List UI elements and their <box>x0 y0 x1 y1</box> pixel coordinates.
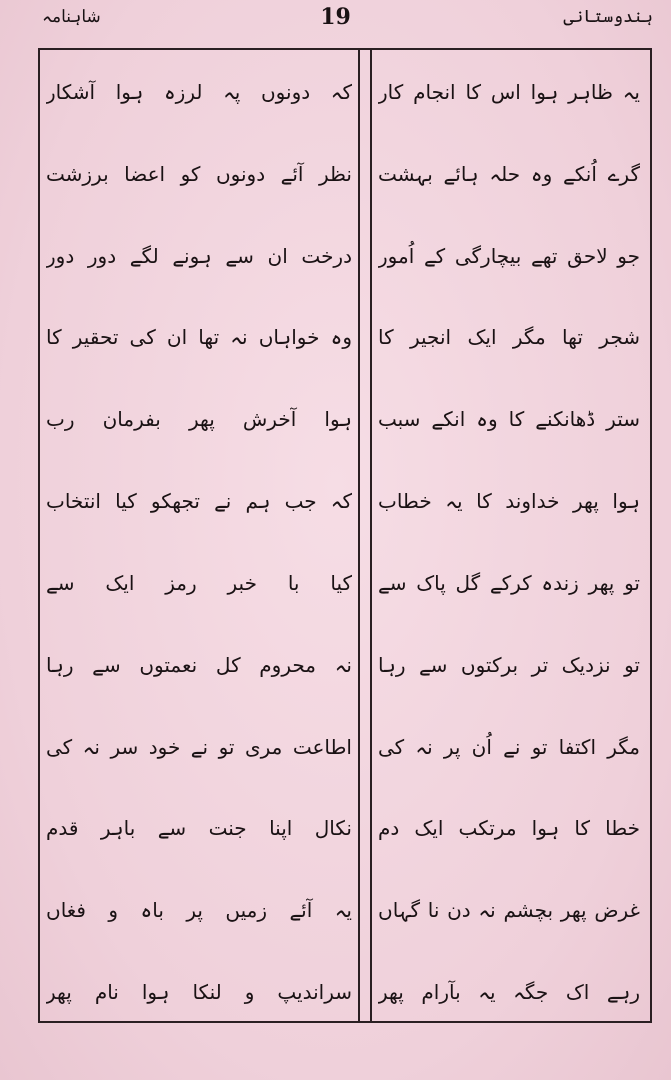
header-language-title: ہندوستانی <box>563 7 653 27</box>
verse-line: درخت ان سے ہونے لگے دور دور <box>46 243 352 268</box>
verse-line: اطاعت مری تو نے خود سر نہ کی <box>46 734 352 759</box>
verse-line: وہ خواہاں نہ تھا ان کی تحقیر کا <box>46 325 352 350</box>
verse-line: گرے اُنکے وہ حلہ ہائے بہشت <box>378 161 640 186</box>
verse-line: نہ محروم کل نعمتوں سے رہا <box>46 652 352 677</box>
page-number: 19 <box>320 4 351 30</box>
verse-line: یہ آئے زمیں پر باہ و فغاں <box>46 898 352 923</box>
left-column <box>46 72 352 1012</box>
verse-line: کہ جب ہم نے تجھکو کیا انتخاب <box>46 489 352 514</box>
verse-line: سراندیپ و لنکا ہوا نام پھر <box>46 979 352 1004</box>
verse-line: رہے اک جگہ یہ بآرام پھر <box>378 979 640 1004</box>
verse-line: کہ دونوں پہ لرزہ ہوا آشکار <box>46 80 352 104</box>
verse-line: جو لاحق تھے بیچارگی کے اُمور <box>378 243 640 268</box>
header-book-title: شاہنامہ <box>42 7 101 27</box>
verse-line: شجر تھا مگر ایک انجیر کا <box>378 325 640 350</box>
verse-line: تو پھر زندہ کرکے گل پاک سے <box>378 570 640 595</box>
verse-line: یہ ظاہر ہوا اس کا انجام کار <box>378 80 640 104</box>
verse-line: نظر آئے دونوں کو اعضا برزشت <box>46 161 352 186</box>
verse-line: ہوا پھر خداوند کا یہ خطاب <box>378 489 640 514</box>
column-divider-left <box>358 48 360 1023</box>
verse-line: تو نزدیک تر برکتوں سے رہا <box>378 652 640 677</box>
verse-line: خطا کا ہوا مرتکب ایک دم <box>378 816 640 841</box>
verse-line: کیا با خبر رمز ایک سے <box>46 570 352 595</box>
verse-line: نکال اپنا جنت سے باہر قدم <box>46 816 352 841</box>
verse-line: ہوا آخرش پھر بفرمان رب <box>46 407 352 432</box>
verse-line: غرض پھر بچشم نہ دن نا گہاں <box>378 898 640 923</box>
verse-line: مگر اکتفا تو نے اُن پر نہ کی <box>378 734 640 759</box>
right-column <box>378 72 640 1012</box>
verse-line: ستر ڈھانکنے کا وہ انکے سبب <box>378 407 640 432</box>
column-divider-right <box>370 48 372 1023</box>
